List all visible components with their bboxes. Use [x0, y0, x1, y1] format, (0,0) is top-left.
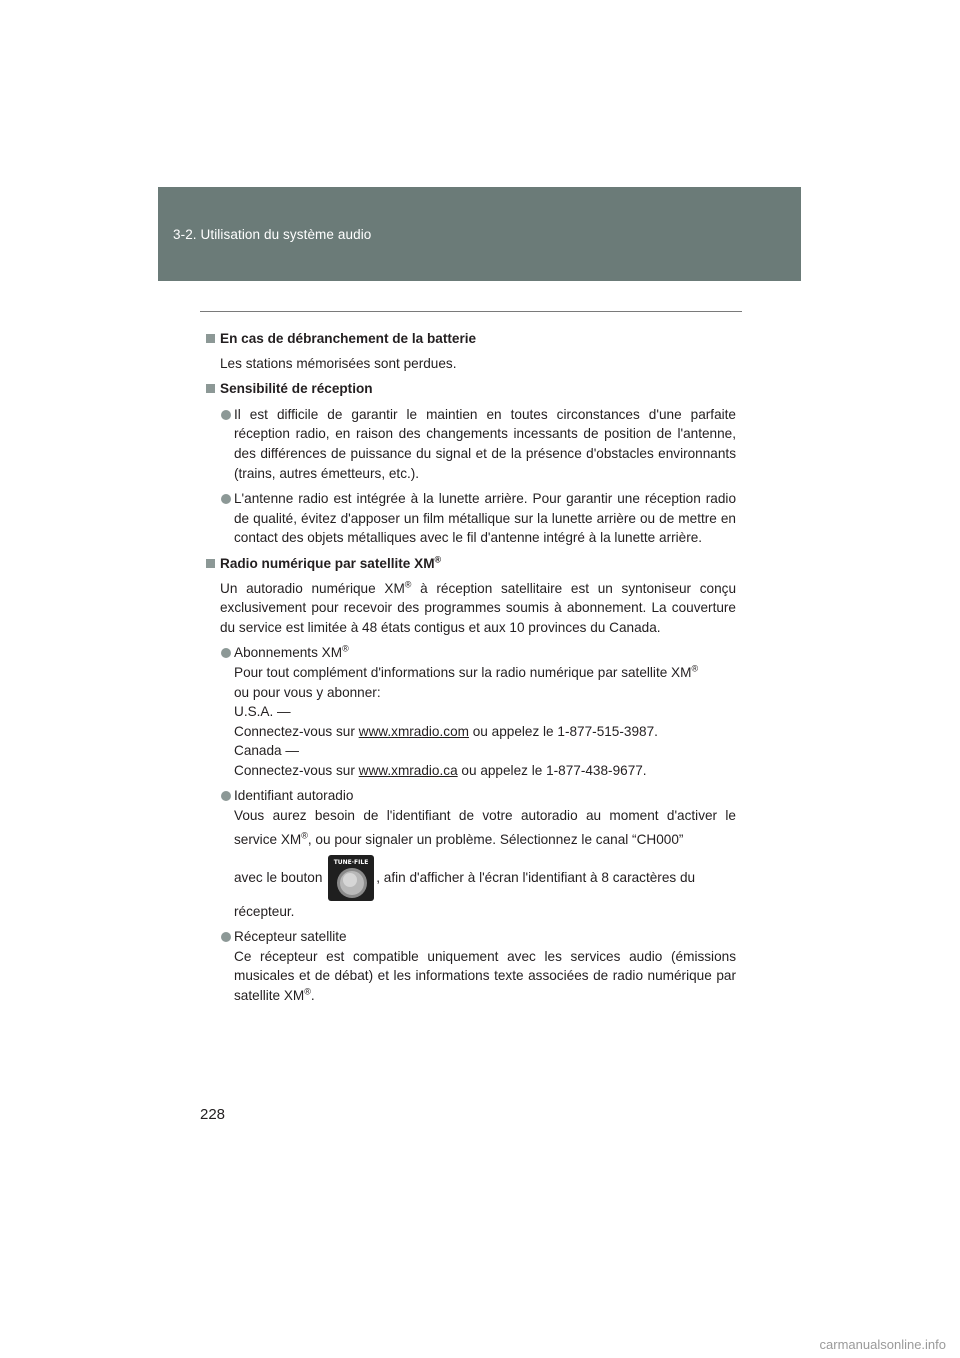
- dot-bullet-icon: [221, 648, 231, 658]
- xmradio-ca-link[interactable]: www.xmradio.ca: [358, 762, 458, 778]
- registered-mark: ®: [434, 554, 442, 565]
- dot-bullet-icon: [221, 791, 231, 801]
- page-content: [206, 329, 736, 1006]
- sensitivity-bullet-2: L'antenne radio est intégrée à la lunette arrière. Pour garantir une réception radio de qualité, évitez d'apposer un film métallique sur la lunette arrière ou de mettre en contact des objets métalliques avec le fil d'antenne intégré à la lunette arrière.: [206, 489, 736, 548]
- canada-label: Canada —: [234, 743, 299, 759]
- xm-intro: Un autoradio numérique XM® à réception satellitaire est un syntoniseur conçu exclusivement pour recevoir des programmes soumis à abonnement. La couverture du service est limitée à 48 états contigus et aux 10 provinces du Canada.: [220, 579, 737, 635]
- battery-text: Les stations mémorisées sont perdues.: [220, 355, 457, 371]
- square-bullet-icon: [206, 384, 215, 393]
- dot-bullet-icon: [221, 494, 231, 504]
- tune-file-knob-icon: [328, 855, 374, 901]
- watermark: carmanualsonline.info: [819, 1337, 946, 1352]
- square-bullet-icon: [206, 559, 215, 568]
- divider: [200, 311, 742, 312]
- xmradio-com-link[interactable]: www.xmradio.com: [358, 723, 469, 739]
- heading-battery: En cas de débranchement de la batterie: [206, 329, 736, 349]
- knob-label: TUNE·FILE: [333, 859, 369, 867]
- heading-sensitivity: Sensibilité de réception: [206, 379, 736, 399]
- registered-mark: ®: [404, 579, 412, 589]
- registered-mark: ®: [342, 643, 349, 654]
- xm-subscriptions: Abonnements XM® Pour tout complément d'informations sur la radio numérique par satellite XM® ou pour vous y abonner: U.S.A. — Connectez-vous sur www.xmradio.com ou appelez le 1-877-515-3987. Canada — Connectez-vous sur www.xmradio.ca ou appelez le 1-877-438-9677.: [206, 643, 736, 780]
- xm-radio-id: Identifiant autoradio Vous aurez besoin de l'identifiant de votre autoradio au moment d'activer le service XM®, ou pour signaler un problème. Sélectionnez le canal “CH000” avec le bouton TUNE·FILE , afin d'afficher à l'écran l'identifiant à 8 caractères du récepteur.: [206, 786, 736, 921]
- dot-bullet-icon: [221, 932, 231, 942]
- registered-mark: ®: [691, 663, 699, 674]
- usa-label: U.S.A. —: [234, 704, 291, 720]
- registered-mark: ®: [301, 830, 308, 841]
- page-number: 228: [200, 1106, 226, 1123]
- dot-bullet-icon: [221, 410, 231, 420]
- registered-mark: ®: [304, 986, 311, 997]
- square-bullet-icon: [206, 334, 215, 343]
- heading-xm: Radio numérique par satellite XM®: [206, 554, 736, 574]
- xm-receiver: Récepteur satellite Ce récepteur est compatible uniquement avec les services audio (émissions musicales et de débat) et les informations texte associées de radio numérique par satellite XM®.: [206, 927, 736, 1005]
- section-title: 3-2. Utilisation du système audio: [173, 227, 372, 242]
- sensitivity-bullet-1: Il est difficile de garantir le maintien en toutes circonstances d'une parfaite réception radio, en raison des changements incessants de position de l'antenne, des différences de puissance du signal et de la présence d'obstacles environnants (trains, autres émetteurs, etc.).: [206, 405, 736, 483]
- section-header-bar: [158, 187, 801, 281]
